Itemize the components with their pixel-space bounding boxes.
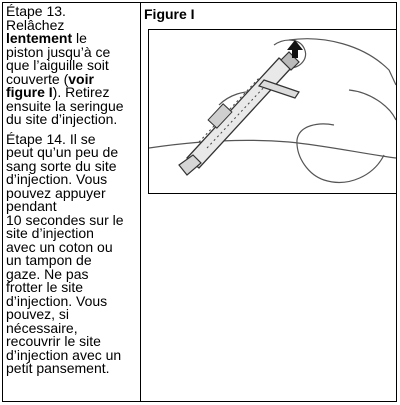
step-13-line: ensuite la seringue <box>6 97 124 114</box>
figure-reference: figure I <box>6 84 53 100</box>
figure-title: Figure I <box>144 6 195 22</box>
step-14-line: petit pansement. <box>6 360 110 376</box>
step-14-line: pouvez appuyer <box>6 184 106 201</box>
step-13-fragment: couverte ( <box>6 70 69 87</box>
step-14-text <box>6 130 138 376</box>
step-14-line: avec un coton ou <box>6 238 113 255</box>
syringe <box>179 52 299 175</box>
finger-outline <box>349 90 396 120</box>
step-14-line: peut qu’un peu de <box>6 144 119 160</box>
figure-illustration <box>148 29 397 194</box>
step-13-line: piston jusqu’à ce <box>6 43 111 60</box>
skin-outline <box>149 140 396 158</box>
step-14-line: frotter le site <box>6 279 84 295</box>
step-13-line: Étape 13. <box>6 3 66 19</box>
step-14-line: d’injection avec un <box>6 346 122 363</box>
step-13-line: que l’aiguille soit <box>6 57 109 73</box>
emphasis-slowly: lentement <box>6 30 73 46</box>
step-13-fragment: le <box>72 30 87 46</box>
step-14-line: d’injection. Vous <box>6 292 108 309</box>
finger-outline <box>297 124 384 182</box>
figure-column <box>144 5 396 195</box>
see-figure-reference: voir <box>68 70 94 87</box>
column-divider <box>140 3 141 401</box>
step-14-line: recouvrir le site <box>6 333 101 349</box>
step-13-line: du site d’injection. <box>6 111 118 127</box>
step-14-line: Étape 14. Il se <box>6 130 96 147</box>
step-14-line: site d’injection <box>6 225 94 241</box>
step-14-line: pouvez, si <box>6 306 70 322</box>
step-14-line: un tampon de <box>6 252 92 268</box>
step-14-line: sang sorte du site <box>6 157 117 174</box>
step-14-line: d’injection. Vous <box>6 171 108 187</box>
step-14-line: 10 secondes sur le <box>6 211 124 228</box>
step-13-fragment: ). Retirez <box>52 84 110 100</box>
instructions-column <box>6 5 138 382</box>
step-13-line: Relâchez <box>6 16 65 33</box>
step-14-line: pendant <box>6 198 57 214</box>
step-13-text <box>6 5 138 127</box>
instruction-table <box>2 2 397 402</box>
step-14-line: gaze. Ne pas <box>6 265 89 282</box>
syringe-illustration <box>149 30 396 193</box>
hand-outline <box>289 39 396 85</box>
step-14-line: nécessaire, <box>6 319 78 336</box>
